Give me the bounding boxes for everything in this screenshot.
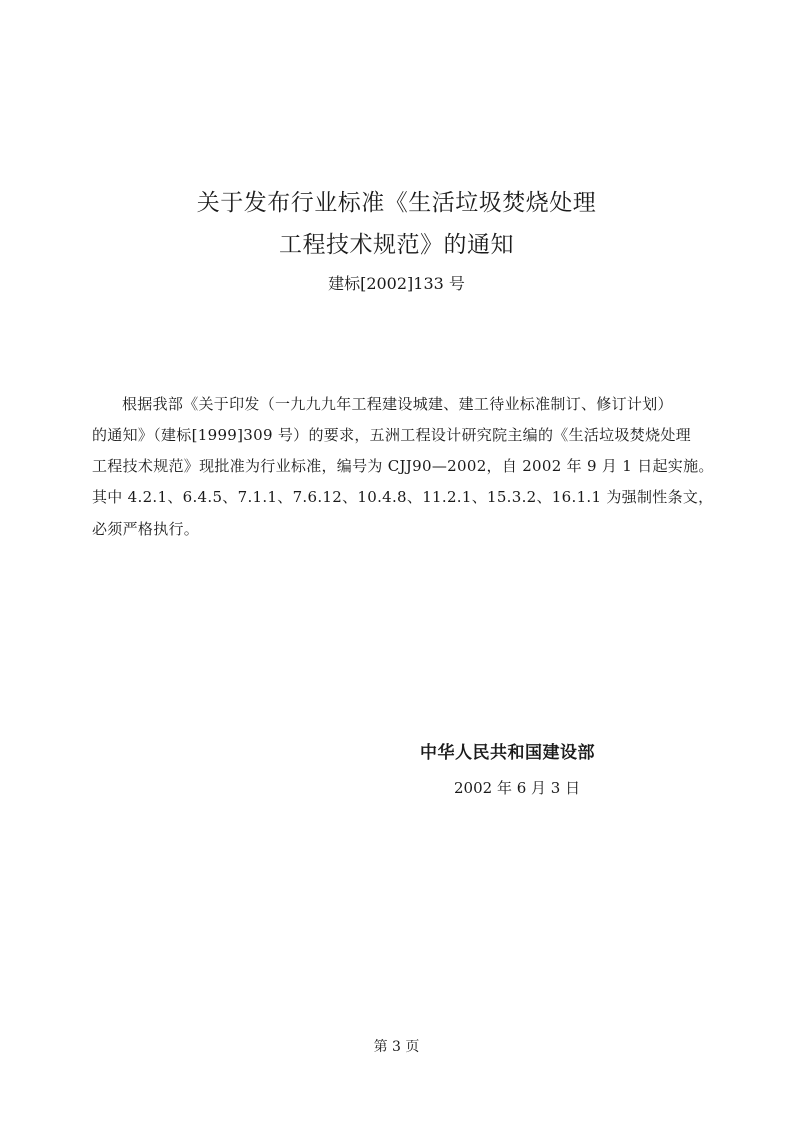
issuing-authority: 中华人民共和国建设部 [420, 743, 595, 763]
body-line: 必须严格执行。 [92, 520, 200, 538]
body-line: 的通知》（建标[1999]309 号）的要求，五洲工程设计研究院主编的《生活垃圾焚烧处理 [92, 426, 691, 444]
body-line: 工程技术规范》现批准为行业标准，编号为 CJJ90—2002，自 2002 年 9 月 1 日起实施。 [92, 457, 714, 475]
body-line: 其中 4.2.1、6.4.5、7.1.1、7.6.12、10.4.8、11.2.1、15.3.2、16.1.1 为强制性条文， [92, 488, 714, 506]
title-line-2: 工程技术规范》的通知 [279, 232, 514, 258]
issue-date: 2002 年 6 月 3 日 [454, 779, 581, 797]
body-line: 根据我部《关于印发（一九九九年工程建设城建、建工待业标准制订、修订计划） [122, 395, 673, 413]
title-line-1: 关于发布行业标准《生活垃圾焚烧处理 [196, 190, 597, 216]
page-number: 第 3 页 [373, 1039, 420, 1055]
document-number: 建标[2002]133 号 [328, 274, 465, 293]
